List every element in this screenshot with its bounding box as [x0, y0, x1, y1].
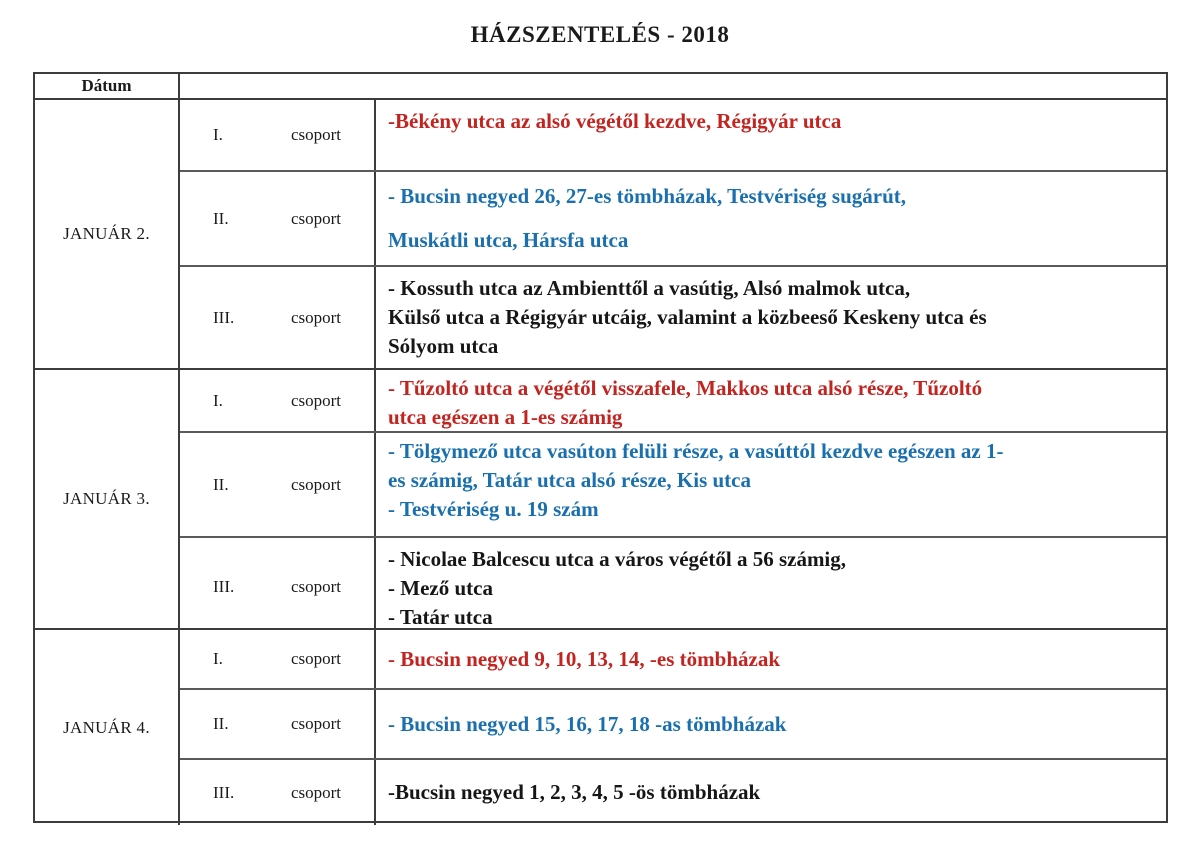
group-number: I.: [213, 649, 223, 668]
street-list-line: - Kossuth utca az Ambienttől a vasútig, Alsó malmok utca,: [388, 276, 911, 300]
street-list-line: - Testvériség u. 19 szám: [388, 497, 599, 521]
group-label: [213, 125, 341, 145]
group-label: [213, 649, 341, 669]
street-list-line: -Békény utca az alsó végétől kezdve, Régigyár utca: [388, 109, 842, 133]
group-number: I.: [213, 125, 223, 144]
group-word: csoport: [290, 208, 341, 228]
table-row: [180, 370, 1166, 433]
group-cell: [180, 433, 376, 536]
block-rows: [180, 100, 1166, 368]
group-number: II.: [213, 714, 229, 733]
street-list-line: Sólyom utca: [388, 334, 499, 358]
group-cell: [180, 538, 376, 636]
date-block-januar-4: [35, 630, 1166, 825]
group-cell: [180, 267, 376, 368]
street-list-line: - Tűzoltó utca a végétől visszafele, Makkos utca alsó része, Tűzoltó: [388, 376, 983, 400]
table-row: [180, 100, 1166, 172]
table-row: [180, 630, 1166, 690]
street-list-line: - Bucsin negyed 15, 16, 17, 18 -as tömbházak: [388, 711, 787, 736]
group-number: II.: [213, 474, 229, 494]
group-word: csoport: [290, 390, 341, 410]
group-label: [213, 577, 341, 597]
group-cell: [180, 172, 376, 265]
date-block-januar-3: [35, 370, 1166, 630]
group-cell: [180, 370, 376, 431]
group-word: csoport: [290, 307, 341, 327]
street-list-line: - Bucsin negyed 9, 10, 13, 14, -es tömbházak: [388, 646, 781, 671]
date-block-januar-2: [35, 100, 1166, 370]
block-rows: [180, 370, 1166, 628]
street-list-line: - Tatár utca: [388, 605, 493, 629]
street-list-line: utca egészen a 1-es számig: [388, 405, 623, 429]
empty-header-cell: [180, 74, 1166, 98]
group-number: III.: [213, 782, 235, 802]
street-list-cell: [376, 172, 1166, 265]
table-row: [180, 760, 1166, 825]
group-word: csoport: [290, 474, 341, 494]
group-label: [213, 783, 341, 803]
street-list-cell: [376, 100, 1166, 170]
table-header-row: [35, 74, 1166, 100]
street-list-cell: [376, 370, 1166, 431]
table-row: [180, 172, 1166, 267]
street-list-cell: [376, 267, 1166, 368]
table-row: [180, 267, 1166, 368]
block-rows: [180, 630, 1166, 825]
schedule-table: [33, 72, 1168, 823]
street-list-line: es számig, Tatár utca alsó része, Kis utca: [388, 468, 751, 492]
street-list-cell: [376, 690, 1166, 758]
date-cell: JANUÁR 4.: [35, 630, 180, 825]
page-title: HÁZSZENTELÉS - 2018: [470, 22, 730, 47]
group-word: csoport: [290, 125, 341, 144]
group-word: csoport: [290, 714, 341, 733]
group-label: [213, 209, 341, 229]
street-list-line: -Bucsin negyed 1, 2, 3, 4, 5 -ös tömbházak: [388, 780, 761, 804]
group-word: csoport: [290, 577, 341, 596]
group-word: csoport: [290, 649, 341, 668]
group-label: [213, 714, 341, 734]
group-number: III.: [213, 577, 235, 596]
group-label: [213, 308, 341, 328]
group-number: II.: [213, 208, 229, 228]
street-list-cell: [376, 630, 1166, 688]
group-number: I.: [213, 390, 223, 410]
street-list-line: Muskátli utca, Hársfa utca: [388, 228, 629, 252]
group-label: [213, 475, 341, 495]
table-row: [180, 538, 1166, 636]
date-cell: JANUÁR 2.: [35, 100, 180, 368]
street-list-line: - Mező utca: [388, 576, 493, 600]
street-list-line: - Nicolae Balcescu utca a város végétől a 56 számig,: [388, 547, 847, 571]
street-list-cell: [376, 433, 1166, 536]
street-list-line: Külső utca a Régigyár utcáig, valamint a közbeeső Keskeny utca és: [388, 305, 987, 329]
street-list-line: - Tölgymező utca vasúton felüli része, a vasúttól kezdve egészen az 1-: [388, 439, 1004, 463]
table-row: [180, 433, 1166, 538]
table-row: [180, 690, 1166, 760]
group-cell: [180, 630, 376, 688]
date-column-header: Dátum: [35, 74, 180, 98]
group-cell: [180, 760, 376, 825]
street-list-line: - Bucsin negyed 26, 27-es tömbházak, Testvériség sugárút,: [388, 184, 907, 208]
street-list-cell: [376, 538, 1166, 636]
date-cell: JANUÁR 3.: [35, 370, 180, 628]
group-number: III.: [213, 307, 235, 327]
group-word: csoport: [290, 782, 341, 802]
group-cell: [180, 100, 376, 170]
street-list-cell: [376, 760, 1166, 825]
group-cell: [180, 690, 376, 758]
group-label: [213, 391, 341, 411]
